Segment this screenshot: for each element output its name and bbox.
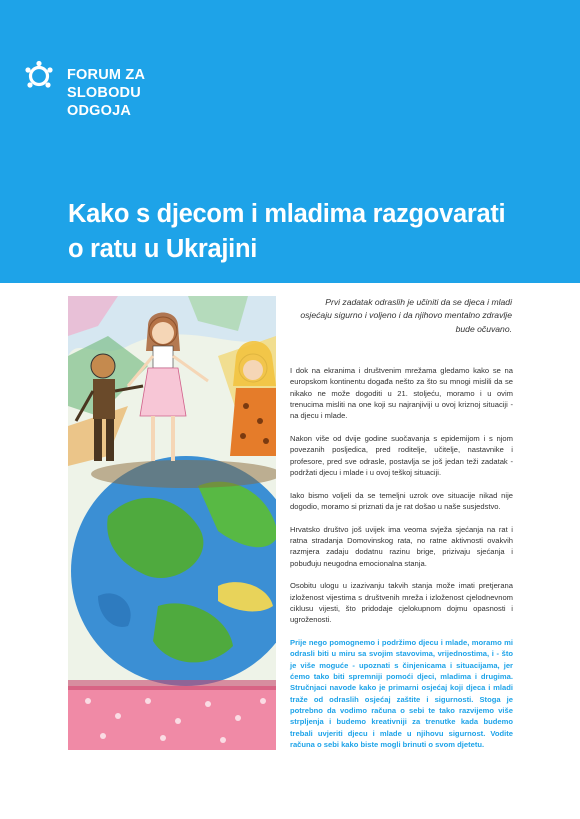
drawing-artwork — [68, 296, 276, 750]
paragraph: Iako bismo voljeli da se temeljni uzrok ove situacije nikad nije dogodio, moramo si priznati da je rat došao u naše susjedstvo. — [290, 490, 513, 511]
brand-line-1: FORUM ZA — [67, 67, 146, 83]
paragraph: Nakon više od dvije godine suočavanja s epidemijom i s njom povezanih posljedica, pred roditelje, učitelje, nastavnike i profesore, pred sve odrasle, postavlja se još jedan teži zadatak - podržati djecu i mlade i u ovoj teškoj situaciji. — [290, 433, 513, 477]
brand-logo — [24, 58, 164, 128]
highlight-paragraph: Prije nego pomognemo i podržimo djecu i mlade, moramo mi odrasli biti u miru sa svojim stavovima, vrijednostima, i - što je više moguće - upoznati s činjenicama i situacijama, jer ćemo tako biti spremniji pomoći djeci, mladima i drugima. Stručnjaci navode kako je primarni osjećaj koji djeca i mladi traže od odraslih osjećaj zaštite i sigurnosti. Stoga je potrebno da vodimo računa o sebi te tako razvijemo više strpljenja i budemo kreativniji za trenutke kada budemo trebali uvjeriti djecu i mlade u njihovu sigurnost. Vodite računa o sebi kako biste mogli brinuti o svom djetetu. — [290, 638, 513, 749]
article-body — [290, 365, 513, 762]
page-title — [68, 197, 548, 267]
brand-line-3: ODGOJA — [67, 103, 132, 119]
people-circle-icon — [24, 60, 54, 90]
paragraph: Hrvatsko društvo još uvijek ima veoma svježa sjećanja na rat i ratna stradanja Domovinskog rata, no ratne aktivnosti ovakvih razmjera zadaju dodatnu razinu brige, prizivaju sjećanja i pobuđuju neugodna emocionalna stanja. — [290, 524, 513, 568]
brand-name — [67, 66, 145, 120]
lead-quote: Prvi zadatak odraslih je učiniti da se djeca i mladi osjećaju sigurno i voljeno i da njihovo mentalno zdravlje bude očuvano. — [300, 297, 512, 334]
brand-line-2: SLOBODU — [67, 85, 141, 101]
paragraph: Osobitu ulogu u izazivanju takvih stanja može imati pretjerana izloženost vijestima s društvenih mreža i izloženost cjelodnevnom ciklusu vijesti, što pridodaje cjelokupnom dojmu opasnosti i ugroženosti. — [290, 581, 513, 625]
children-drawing-illustration — [68, 296, 276, 750]
paragraph: I dok na ekranima i društvenim mrežama gledamo kako se na europskom kontinentu događa nešto za što su mnogi mislili da se nikako ne može dogoditi u 21. stoljeću, moramo i u ovim trenucima misliti na one koji su najranjiviji u ovoj kriznoj situaciji - na djecu i mlade. — [290, 366, 513, 421]
header-banner — [0, 0, 580, 283]
title-line-2: o ratu u Ukrajini — [68, 235, 258, 263]
title-line-1: Kako s djecom i mladima razgovarati — [68, 200, 506, 228]
